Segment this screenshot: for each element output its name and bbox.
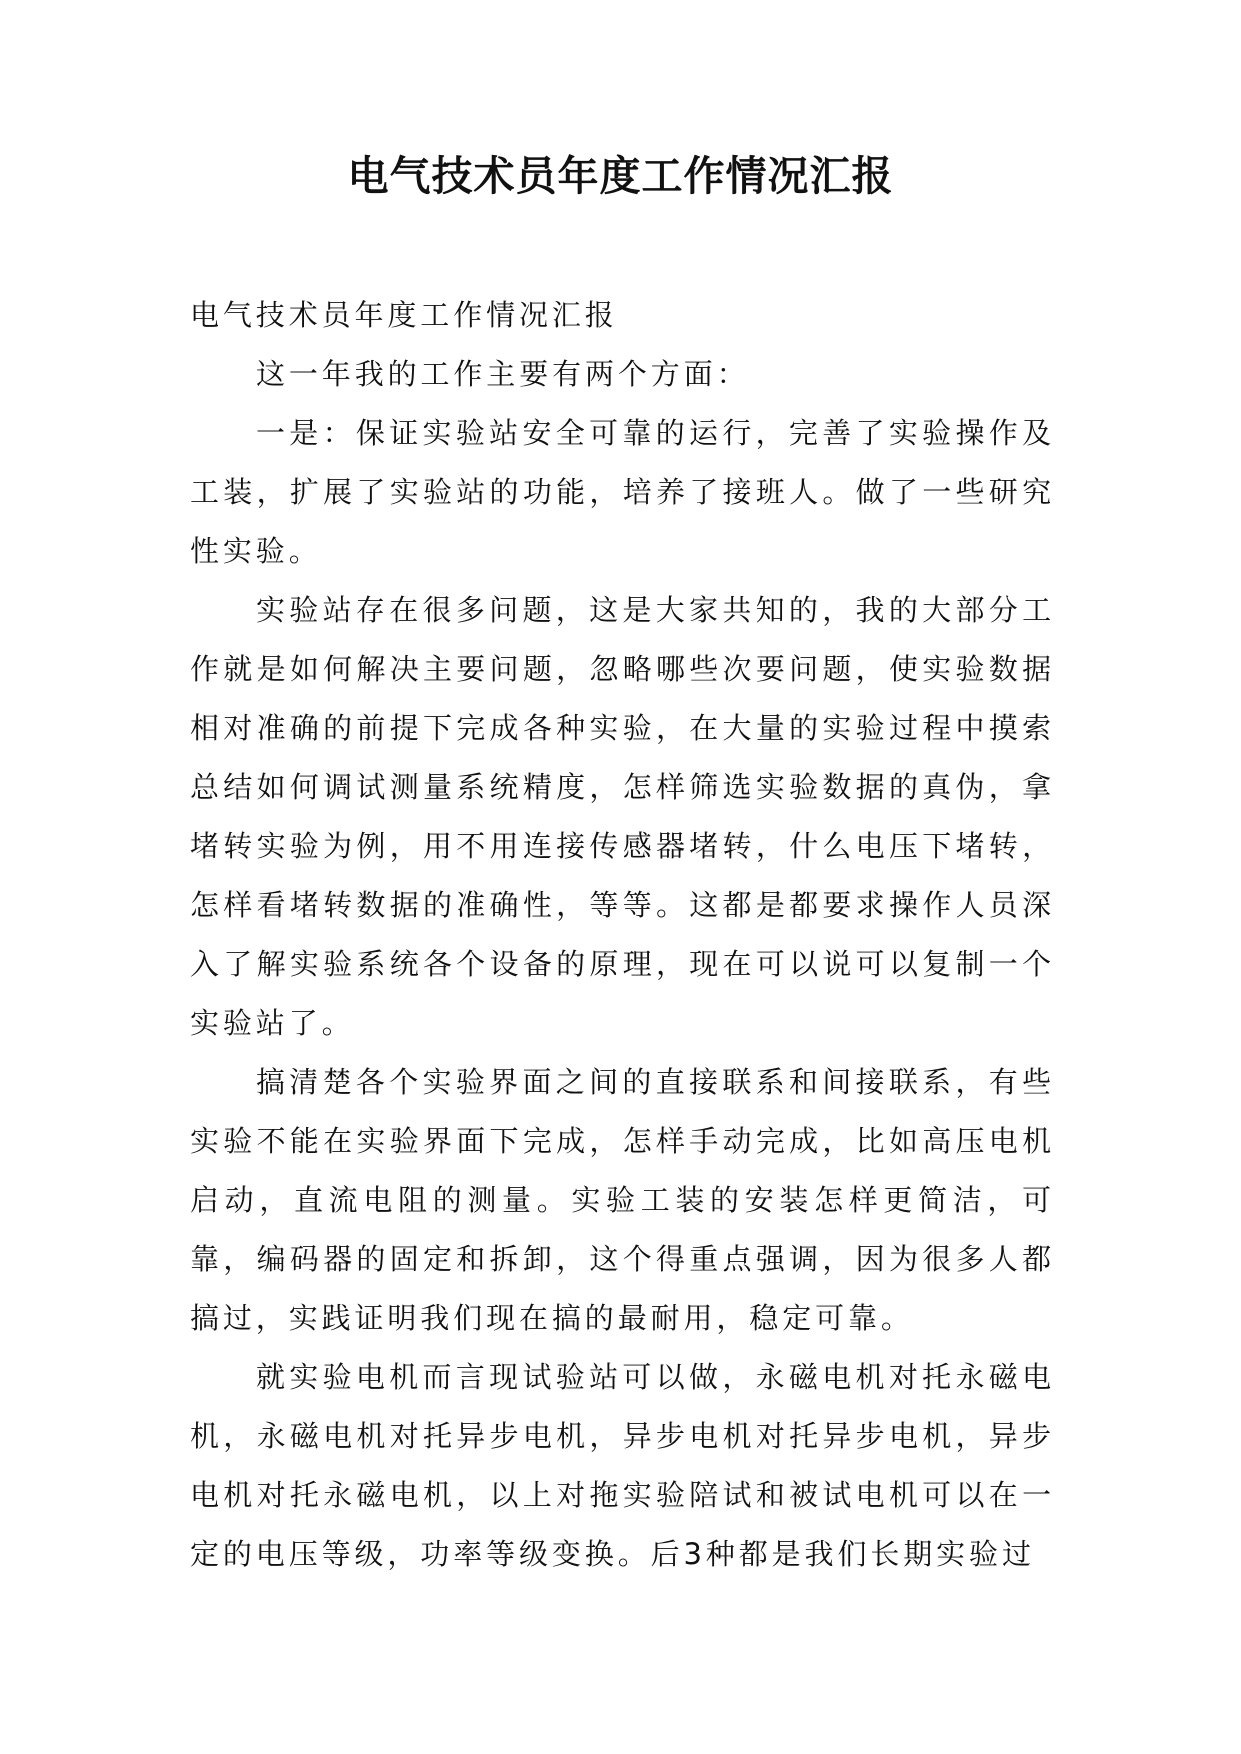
paragraph-point-one: 一是：保证实验站安全可靠的运行，完善了实验操作及工装，扩展了实验站的功能，培养了接班人。做了一些研究性实验。 xyxy=(190,416,1055,568)
document-body xyxy=(190,286,1055,1584)
paragraph-interfaces: 搞清楚各个实验界面之间的直接联系和间接联系，有些实验不能在实验界面下完成，怎样手动完成，比如高压电机启动，直流电阻的测量。实验工装的安装怎样更简洁，可靠，编码器的固定和拆卸，这个得重点强调，因为很多人都搞过，实践证明我们现在搞的最耐用，稳定可靠。 xyxy=(190,1065,1055,1335)
paragraph-intro: 这一年我的工作主要有两个方面： xyxy=(256,357,750,391)
paragraph-station-problems: 实验站存在很多问题，这是大家共知的，我的大部分工作就是如何解决主要问题，忽略哪些次要问题，使实验数据相对准确的前提下完成各种实验，在大量的实验过程中摸索总结如何调试测量系统精度，怎样筛选实验数据的真伪，拿堵转实验为例，用不用连接传感器堵转，什么电压下堵转，怎样看堵转数据的准确性，等等。这都是都要求操作人员深入了解实验系统各个设备的原理，现在可以说可以复制一个实验站了。 xyxy=(190,593,1055,1040)
body-heading: 电气技术员年度工作情况汇报 xyxy=(190,298,618,332)
document-title: 电气技术员年度工作情况汇报 xyxy=(347,152,894,200)
paragraph-motors: 就实验电机而言现试验站可以做，永磁电机对托永磁电机，永磁电机对托异步电机，异步电机对托异步电机，异步电机对托永磁电机，以上对拖实验陪试和被试电机可以在一定的电压等级，功率等级变换。后3种都是我们长期实验过 xyxy=(190,1360,1055,1571)
